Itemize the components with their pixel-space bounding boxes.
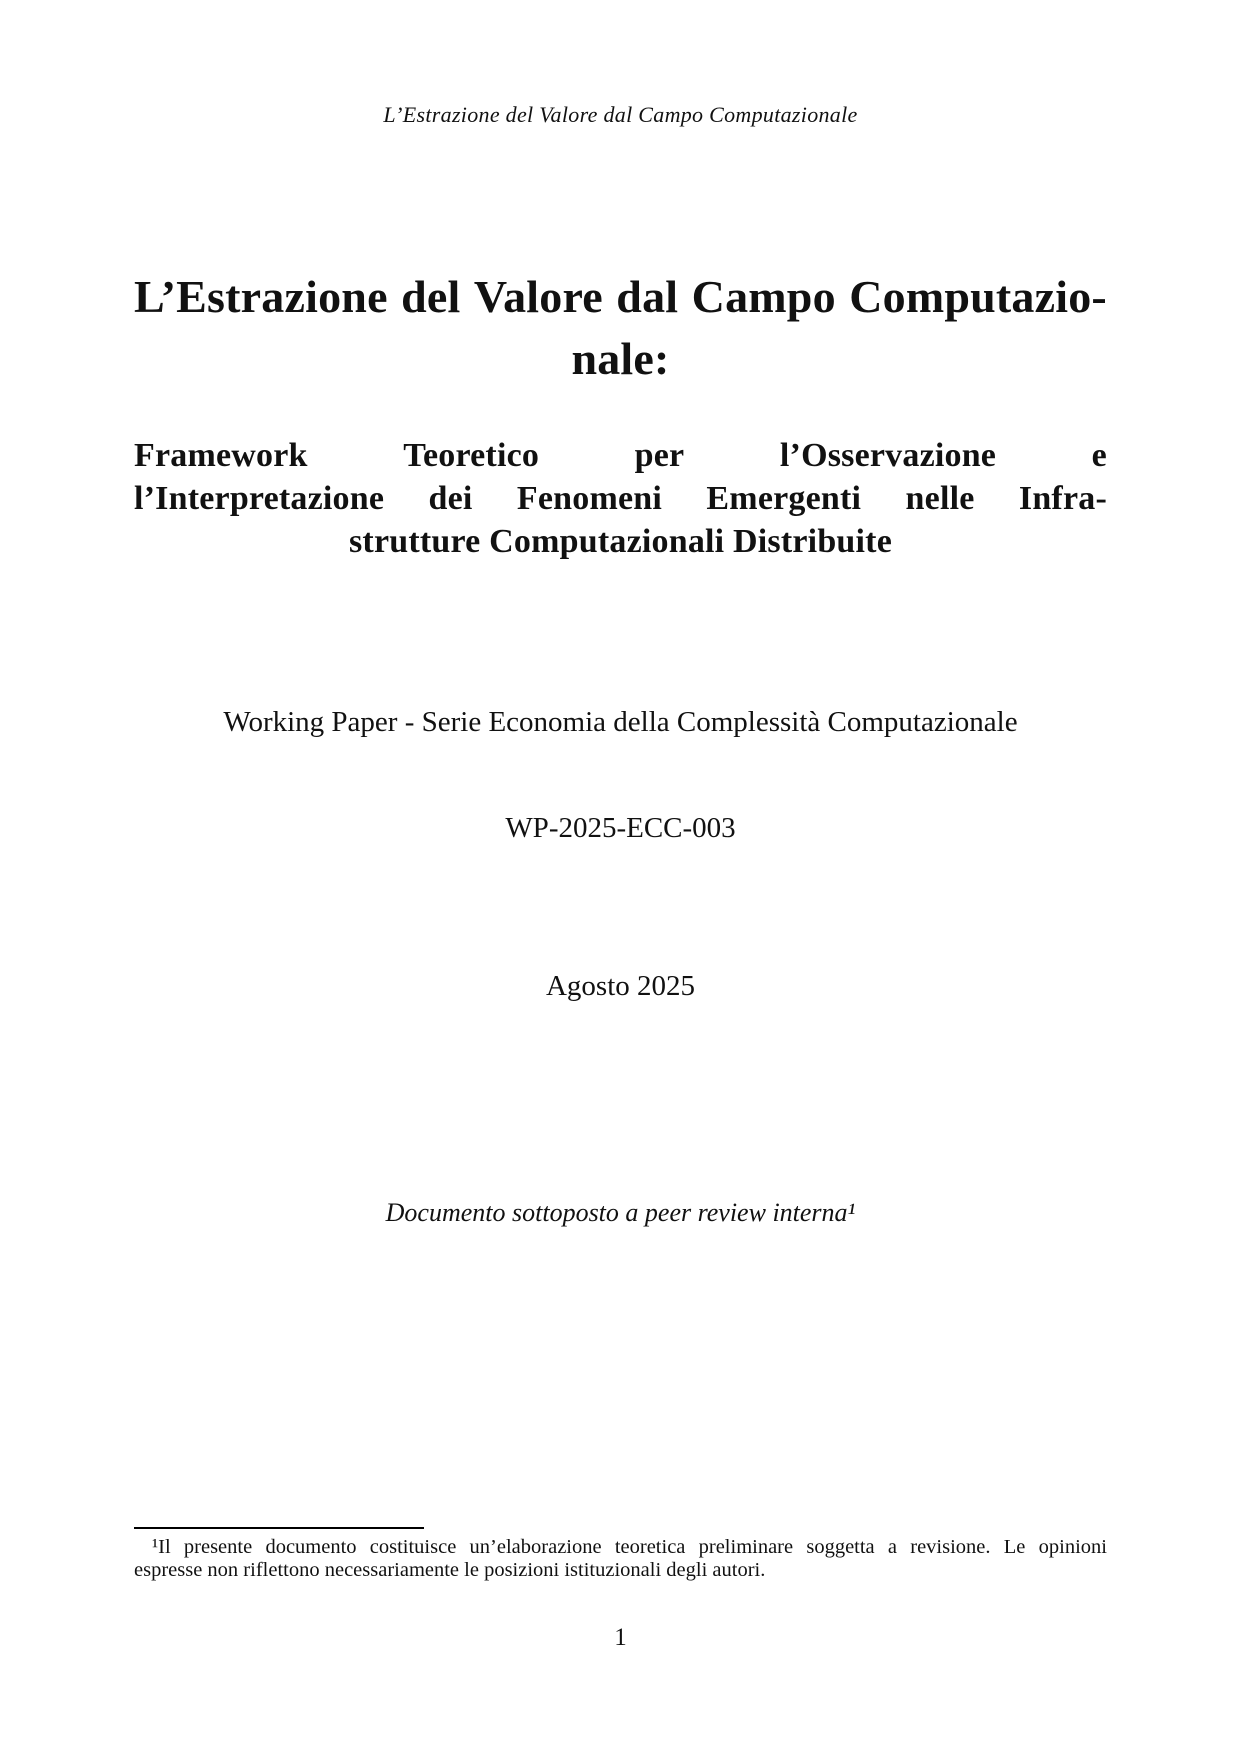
series-title: Working Paper - Serie Economia della Complessità Computazionale <box>223 706 1018 738</box>
word: Teoretico <box>403 437 540 474</box>
word: nelle <box>905 480 975 517</box>
word: presente <box>183 1536 253 1558</box>
word: un’elaborazione <box>469 1536 602 1558</box>
word: Campo <box>691 271 836 322</box>
word: revisione. <box>910 1536 991 1558</box>
word: Infra- <box>1018 480 1107 517</box>
title-line-2: nale: <box>571 333 670 384</box>
footnote-line-1 <box>134 1536 1107 1559</box>
word: costituisce <box>369 1536 457 1558</box>
running-header: L’Estrazione del Valore dal Campo Computazionale <box>383 102 858 127</box>
review-note: Documento sottoposto a peer review interna¹ <box>385 1198 856 1227</box>
subtitle-line-1 <box>134 437 1107 475</box>
footnote-line-2: espresse non riflettono necessariamente le posizioni istituzionali degli autori. <box>134 1559 766 1581</box>
word: teoretica <box>614 1536 686 1558</box>
subtitle-line-3: strutture Computazionali Distribuite <box>349 523 892 560</box>
subtitle-line-2 <box>134 480 1107 518</box>
word: ¹Il <box>152 1536 171 1558</box>
word: Fenomeni <box>516 480 663 517</box>
word: l’Interpretazione <box>134 480 385 517</box>
word: e <box>1091 437 1107 474</box>
title-line-1 <box>134 270 1107 323</box>
word: opinioni <box>1038 1536 1107 1558</box>
word: Le <box>1003 1536 1026 1558</box>
word: preliminare <box>698 1536 794 1558</box>
word: Framework <box>134 437 308 474</box>
word: soggetta <box>806 1536 875 1558</box>
publication-date: Agosto 2025 <box>545 970 696 1002</box>
word: documento <box>265 1536 357 1558</box>
paper-id: WP-2025-ECC-003 <box>505 812 736 844</box>
word: Valore <box>473 271 603 322</box>
word: a <box>887 1536 898 1558</box>
word: dei <box>428 480 473 517</box>
word: del <box>401 271 461 322</box>
word: per <box>634 437 685 474</box>
word: Emergenti <box>706 480 862 517</box>
footnote-rule <box>134 1527 424 1529</box>
word: l’Osservazione <box>779 437 997 474</box>
page-number: 1 <box>614 1624 627 1651</box>
word: L’Estrazione <box>134 271 388 322</box>
word: dal <box>616 271 679 322</box>
word: Computazio- <box>849 271 1107 322</box>
